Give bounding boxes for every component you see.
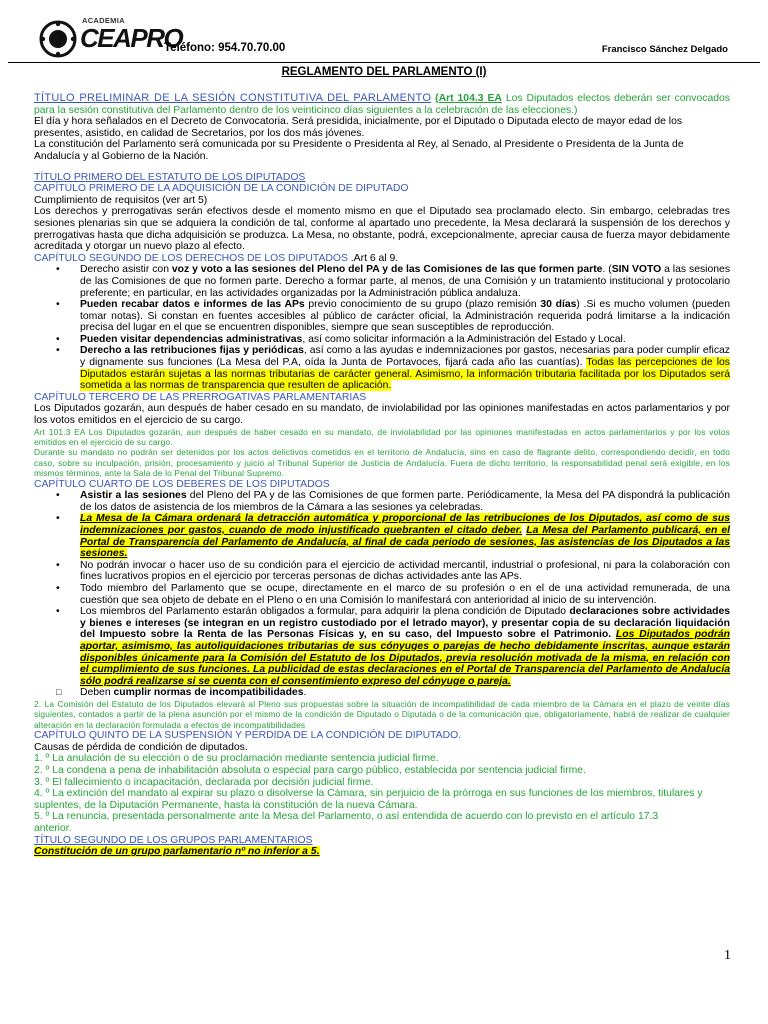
cause-1: 1. º La anulación de su elección o de su proclamación mediante sentencia judicial firme. [34, 753, 439, 765]
rights-list [34, 264, 730, 392]
chapter-four-heading: CAPÍTULO CUARTO DE LOS DEBERES DE LOS DIPUTADOS [34, 478, 330, 490]
chapter-two-ref: .Art 6 al 9. [347, 252, 399, 264]
title-one-heading: TÍTULO PRIMERO DEL ESTATUTO DE LOS DIPUTADOS [34, 171, 306, 183]
checkbox-bullet-icon: □ [56, 687, 62, 698]
header-phone: Teléfono: 954.70.70.00 [164, 42, 286, 54]
chapter-five-heading: CAPÍTULO QUINTO DE LA SUSPENSIÓN Y PÉRDIDA DE LA CONDICIÓN DE DIPUTADO. [34, 730, 462, 742]
list-item: • Asistir a las sesiones del Pleno del PA y de las Comisiones de que formen parte. Periódicamente, la Mesa del PA dispondrá la publicación de los datos de asistencia de los miembros de la Cámara a las sesiones ya celebradas. [56, 490, 730, 513]
chapter-three-green-2: Durante su mandato no podrán ser detenidos por los actos delictivos cometidos en el territorio de Andalucía, sino en caso de flagrante delito, correspondiendo decidir, en todo caso, sobre su inculpación, prisión, procesamiento y juicio al Tribunal Superior de Justicia de Andalucía. Fuera de dicho territorio, la responsabilidad penal será exigible, en los mismos términos, ante la Sala de lo Penal del Tribunal Supremo. [34, 447, 730, 479]
preliminary-section [34, 93, 730, 116]
bullet-icon: • [56, 490, 60, 502]
cause-4: 4. º La extinción del mandato al expirar su plazo o disolverse la Cámara, sin perjuicio de la prórroga en sus funciones de los miembros, titulares y suplentes, de la Diputación Permanente, hasta la constitución de la nueva Cámara. [34, 788, 703, 811]
logo-name: CEAPRO [80, 23, 183, 53]
header-divider [8, 62, 760, 63]
chapter-one-heading: CAPÍTULO PRIMERO DE LA ADQUISICIÓN DE LA CONDICIÓN DE DIPUTADO [34, 183, 409, 195]
document-title: REGLAMENTO DEL PARLAMENTO (I) [281, 66, 487, 78]
cause-5: 5. º La renuncia, presentada personalmente ante la Mesa del Parlamento, o así entendida de acuerdo con lo previsto en el artículo 17.3 anterior. [34, 811, 763, 834]
list-item: □ Deben cumplir normas de incompatibilidades. [56, 687, 307, 699]
chapter-three-text: Los Diputados gozarán, aun después de haber cesado en su mandato, de inviolabilidad por las opiniones manifestadas en actos parlamentarios y por los votos emitidos en el ejercicio de su cargo. [34, 403, 730, 427]
title-two-heading: TÍTULO SEGUNDO DE LOS GRUPOS PARLAMENTARIOS [34, 834, 313, 846]
document-body [34, 92, 763, 858]
preliminary-green-text: Los Diputados electos deberán ser convocados para la sesión constitutiva del Parlamento dentro de los veinticinco días siguientes a la celebración de las elecciones.) [34, 93, 730, 116]
bullet-icon: • [56, 606, 60, 618]
list-item: • Pueden recabar datos e informes de las APs previo conocimiento de su grupo (plazo remisión 30 días) .Si es mucho volumen (pueden tomar notas). Si constan en fuentes accesibles al público de carácter oficial, la Administración requerida podrá limitarse a la indicación precisa del lugar en el que se encuentren disponibles, siempre que sean susceptibles de reproducción. [56, 299, 730, 334]
cause-2: 2. º La condena a pena de inhabilitación absoluta o especial para cargo público, establecida por sentencia judicial firme. [34, 764, 586, 776]
chapter-two-heading: CAPÍTULO SEGUNDO DE LOS DERECHOS DE LOS DIPUTADOS [34, 252, 348, 264]
bullet-icon: • [56, 513, 60, 525]
bullet-icon: • [56, 345, 60, 357]
bullet-icon: • [56, 559, 60, 571]
list-item: • No podrán invocar o hacer uso de su condición para el ejercicio de actividad mercantil, industrial o profesional, ni para la colaboración con fines lucrativos propios en el ejercicio por terceras personas de dichas actividades ante las APs. [56, 559, 730, 583]
chapter-three-green-1: Art 101.3 EA Los Diputados gozarán, aun después de haber cesado en su mandato, de inviolabilidad por las opiniones manifestadas en actos parlamentarios y por los votos emitidos en el ejercicio de su cargo. [34, 426, 730, 448]
list-item: • Pueden visitar dependencias administrativas, así como solicitar información a la Administración del Estado y Local. [56, 333, 626, 345]
highlighted-text: Los Diputados podrán aportar, asimismo, las autoliquidaciones tributarias de sus cónyuges o parejas de hecho debidamente inscritas, aunque estarán disponibles únicamente para la Comisión del Estatuto de los Diputados, previa resolución motivada de la misma, en relación con el cumplimiento de sus funciones. La publicidad de estas declaraciones en el Portal de Transparencia del Parlamento de Andalucía sólo podrá realizarse si se cuenta con el consentimiento expreso del cónyuge o pareja. [80, 629, 730, 687]
highlighted-text: La Mesa de la Cámara ordenará la detracción automática y proporcional de las retribuciones de los Diputados, así como de sus indemnizaciones por gastos, cuando de modo injustificado quebranten el citado deber. [80, 513, 730, 537]
bullet-icon: • [56, 299, 60, 311]
title-two-line: Constitución de un grupo parlamentario nº no inferior a 5. [34, 846, 320, 858]
preliminary-heading: TÍTULO PRELIMINAR DE LA SESIÓN CONSTITUTIVA DEL PARLAMENTO [34, 92, 432, 104]
chapter-five-intro: Causas de pérdida de condición de diputados. [34, 741, 248, 753]
chapter-one-text: Los derechos y prerrogativas serán efectivos desde el momento mismo en que el Diputado sea proclamado electo. Sin embargo, celebradas tres sesiones plenarias sin que se adquiera la condición de tal, conforme al apartado uno precedente, la Mesa declarará la suspensión de los derechos y prerrogativas hasta que dicha adquisición se produzca. La Mesa, no obstante, podrá, excepcionalmente, apreciar causa de fuerza mayor debidamente acreditada y otorgar un nuevo plazo al efecto. [34, 206, 730, 253]
list-item [34, 513, 730, 559]
cause-3: 3. º El fallecimiento o incapacitación, declarada por decisión judicial firme. [34, 776, 374, 788]
preliminary-p2: La constitución del Parlamento será comunicada por su Presidente o Presidenta al Rey, al Senado, al Presidente o Presidenta de la Junta de Andalucía y al Gobierno de la Nación. [34, 139, 684, 162]
requirements-line: Cumplimiento de requisitos (ver art 5) [34, 194, 208, 206]
chapter-four-green: 2. La Comisión del Estatuto de los Diputados elevará al Pleno sus propuestas sobre la situación de incompatibilidad de cada miembro de la Cámara en el plazo de veinte días siguientes, contados a partir de la plena asunción por el mismo de la condición de Diputado o Diputada o de la comunicación que, obligatoriamente, habrá de realizar de cualquier alteración en la declaración formulada a efectos de incompatibilidades [34, 698, 730, 730]
highlighted-text: Todas las percepciones de los Diputados estarán sujetas a las normas tributarias de carácter general. Asimismo, la información tributaria facilitada por los Diputados será sometida a las normas de transparencia que resulten de aplicación. [80, 357, 730, 392]
logo-globe-icon [38, 19, 78, 59]
duties-list [34, 490, 730, 699]
header-author: Francisco Sánchez Delgado [601, 44, 728, 55]
chapter-three-heading: CAPÍTULO TERCERO DE LAS PRERROGATIVAS PARLAMENTARIAS [34, 391, 367, 403]
list-item: • Los miembros del Parlamento estarán obligados a formular, para adquirir la plena condición de Diputado declaraciones sobre actividades y bienes e intereses (se integran en un registro custodiado por el letrado mayor), y presentar copia de su declaración liquidación del Impuesto sobre la Renta de las Personas Físicas y, en su caso, del Impuesto sobre el Patrimonio. Los Diputados podrán aportar, asimismo, las autoliquidaciones tributarias de sus cónyuges o parejas de hecho debidamente inscritas, aunque estarán disponibles únicamente para la Comisión del Estatuto de los Diputados, previa resolución motivada de la misma, en relación con el cumplimiento de sus funciones. La publicidad de estas declaraciones en el Portal de Transparencia del Parlamento de Andalucía sólo podrá realizarse si se cuenta con el consentimiento expreso del cónyuge o pareja. [56, 606, 730, 687]
bullet-icon: • [56, 583, 60, 594]
list-item: • Todo miembro del Parlamento que se ocupe, directamente en el marco de su profesión o en el de una actividad remunerada, de una cuestión que sea objeto de debate en el Pleno o en una Comisión lo manifestará con anterioridad al inicio de su intervención. [56, 583, 730, 606]
preliminary-art-ref: (Art 104.3 EA [435, 93, 502, 104]
bullet-icon: • [56, 333, 60, 345]
list-item: • Derecho asistir con voz y voto a las sesiones del Pleno del PA y de las Comisiones de las que formen parte. (SIN VOTO a las sesiones de las Comisiones de que no formen parte. Derecho a formar parte, al menos, de una Comisión y un tratamiento institucional y protocolario preferente; en particular, en las actividades organizadas por la Administración pública andaluza. [56, 264, 731, 299]
list-item: • Derecho a las retribuciones fijas y periódicas, así como a las ayudas e indemnizaciones por gastos, necesarias para poder cumplir eficaz y dignamente sus funciones (La Mesa del P.A, oída la Junta de Portavoces, fijará cada año las cuantías). Todas las percepciones de los Diputados estarán sujetas a las normas tributarias de carácter general. Asimismo, la información tributaria facilitada por los Diputados será sometida a las normas de transparencia que resulten de aplicación. [56, 345, 730, 392]
chapter-two-line [34, 253, 730, 265]
preliminary-p1: El día y hora señalados en el Decreto de Convocatoria. Será presidida, inicialmente, por el Diputado o Diputada electo de mayor edad de los presentes, asistido, en calidad de Secretarios, por los dos más jóvenes. [34, 116, 683, 139]
logo-academia-text: ACADEMIA [82, 16, 125, 25]
highlighted-text: La Mesa del Parlamento publicará, en el Portal de Transparencia del Parlamento de Andalucía, al final de cada periodo de sesiones, las asistencias de los Diputados a las sesiones. [80, 525, 731, 560]
academy-logo [36, 16, 183, 60]
page-number: 1 [724, 948, 731, 963]
bullet-icon: • [56, 264, 60, 276]
